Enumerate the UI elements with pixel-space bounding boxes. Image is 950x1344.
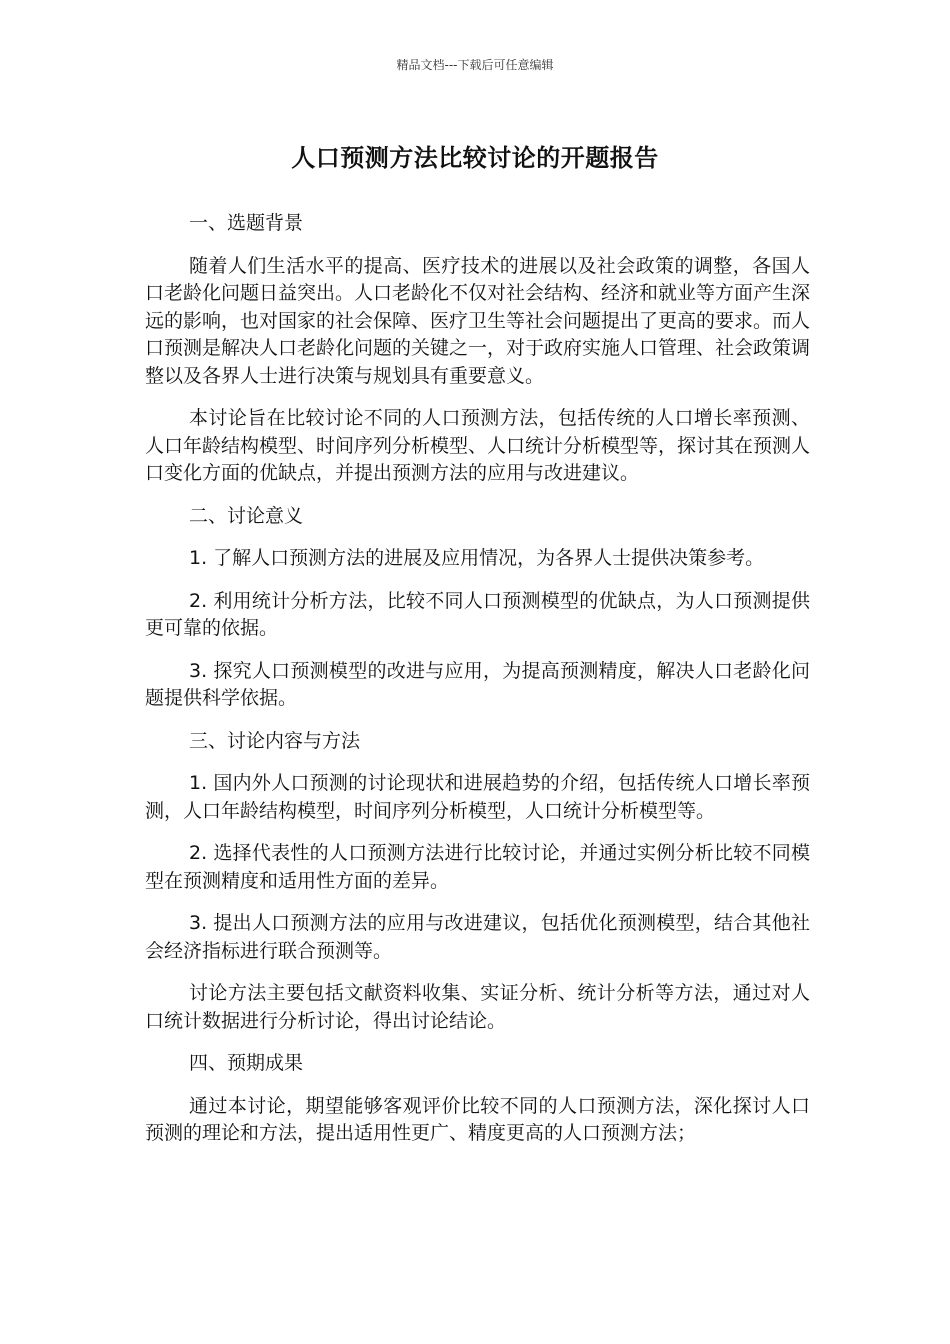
significance-item-3: 3. 探究人口预测模型的改进与应用，为提高预测精度，解决人口老龄化问题提供科学依据。 (145, 659, 810, 709)
content-item-1: 1. 国内外人口预测的讨论现状和进展趋势的介绍，包括传统人口增长率预测，人口年龄结构模型，时间序列分析模型，人口统计分析模型等。 (145, 772, 810, 822)
paragraph-background-2: 本讨论旨在比较讨论不同的人口预测方法，包括传统的人口增长率预测、人口年龄结构模型、时间序列分析模型、人口统计分析模型等，探讨其在预测人口变化方面的优缺点，并提出预测方法的应用与改进建议。 (145, 407, 811, 484)
content-item-2: 2. 选择代表性的人口预测方法进行比较讨论，并通过实例分析比较不同模型在预测精度和适用性方面的差异。 (145, 842, 810, 892)
significance-item-1: 1. 了解人口预测方法的进展及应用情况，为各界人士提供决策参考。 (189, 547, 765, 569)
document-title: 人口预测方法比较讨论的开题报告 (291, 144, 659, 172)
document-body (145, 210, 810, 1163)
content-item-3: 3. 提出人口预测方法的应用与改进建议，包括优化预测模型，结合其他社会经济指标进行联合预测等。 (145, 912, 810, 962)
methods-paragraph: 讨论方法主要包括文献资料收集、实证分析、统计分析等方法，通过对人口统计数据进行分析讨论，得出讨论结论。 (145, 982, 810, 1032)
section-heading-background: 一、选题背景 (189, 212, 304, 234)
expected-results-paragraph: 通过本讨论，期望能够客观评价比较不同的人口预测方法，深化探讨人口预测的理论和方法，提出适用性更广、精度更高的人口预测方法； (145, 1094, 810, 1144)
paragraph-background-1: 随着人们生活水平的提高、医疗技术的进展以及社会政策的调整，各国人口老龄化问题日益突出。人口老龄化不仅对社会结构、经济和就业等方面产生深远的影响，也对国家的社会保障、医疗卫生等社会问题提出了更高的要求。而人口预测是解决人口老龄化问题的关键之一，对于政府实施人口管理、社会政策调整以及各界人士进行决策与规划具有重要意义。 (145, 254, 811, 387)
section-heading-significance: 二、讨论意义 (189, 504, 304, 527)
section-heading-content-methods: 三、讨论内容与方法 (189, 729, 361, 752)
header-note: 精品文档---下载后可任意编辑 (396, 58, 554, 72)
significance-item-2: 2. 利用统计分析方法，比较不同人口预测模型的优缺点，为人口预测提供更可靠的依据。 (145, 589, 810, 639)
section-heading-expected-results: 四、预期成果 (189, 1052, 304, 1074)
